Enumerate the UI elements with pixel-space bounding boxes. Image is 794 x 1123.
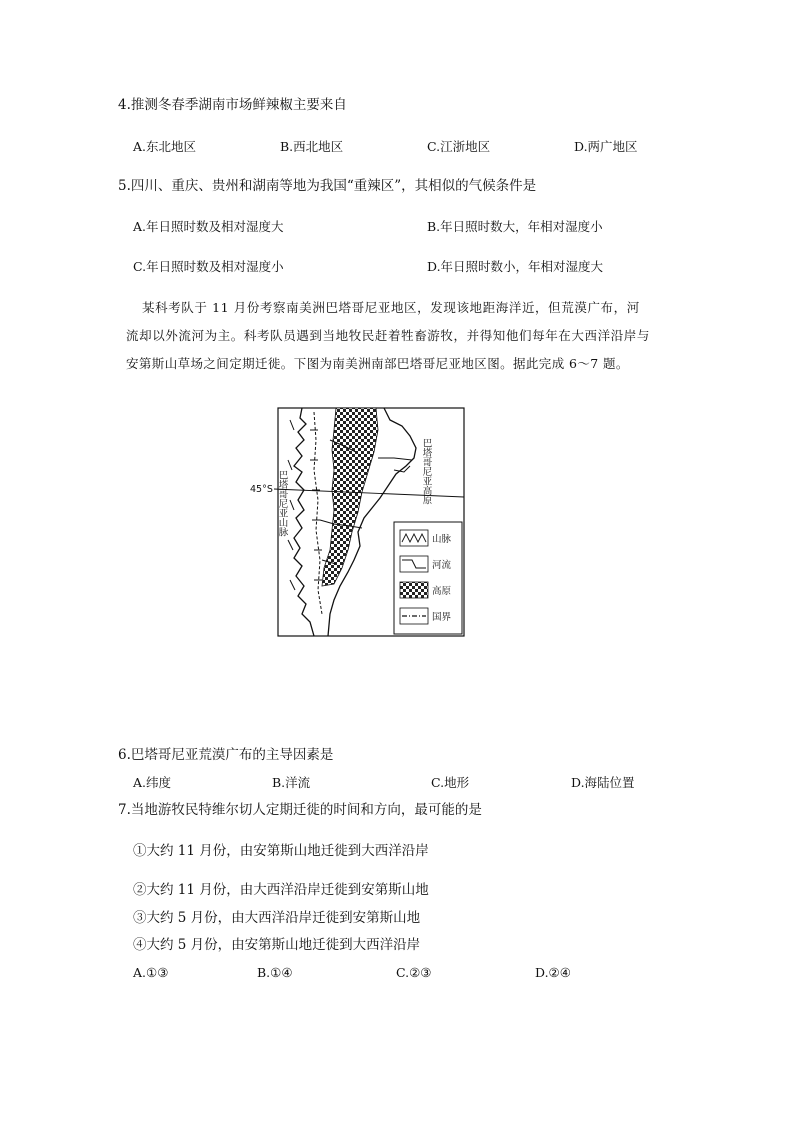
q7-item-4: ④大约 5 月份，由安第斯山地迁徙到大西洋沿岸 <box>133 937 421 953</box>
q4-option-b[interactable]: B.西北地区 <box>280 139 344 154</box>
map-svg <box>244 400 474 640</box>
q6-option-c[interactable]: C.地形 <box>431 775 470 790</box>
q7-option-b[interactable]: B.①④ <box>257 965 293 980</box>
q4-stem: 4.推测冬春季湖南市场鲜辣椒主要来自 <box>118 97 347 113</box>
q6-stem: 6.巴塔哥尼亚荒漠广布的主导因素是 <box>118 747 334 763</box>
q7-item-2: ②大约 11 月份，由大西洋沿岸迁徙到安第斯山地 <box>133 882 429 898</box>
q4-option-d[interactable]: D.两广地区 <box>574 139 638 154</box>
q7-option-a[interactable]: A.①③ <box>133 965 169 980</box>
legend-plateau-icon <box>400 582 428 598</box>
q7-stem: 7.当地游牧民特维尔切人定期迁徙的时间和方向，最可能的是 <box>118 802 482 818</box>
q6-option-b[interactable]: B.洋流 <box>272 775 311 790</box>
q7-item-3: ③大约 5 月份，由大西洋沿岸迁徙到安第斯山地 <box>133 910 421 926</box>
q7-option-d[interactable]: D.②④ <box>535 965 571 980</box>
legend-mountain: 山脉 <box>432 534 452 545</box>
q5-option-a[interactable]: A.年日照时数及相对湿度大 <box>133 219 284 234</box>
latitude-label: 45°S <box>250 484 273 495</box>
q6-option-a[interactable]: A.纬度 <box>133 775 172 790</box>
legend-river: 河流 <box>432 560 452 571</box>
q5-option-d[interactable]: D.年日照时数小，年相对湿度大 <box>427 259 604 274</box>
legend-plateau: 高原 <box>432 586 452 597</box>
map-legend <box>394 522 462 634</box>
q5-stem: 5.四川、重庆、贵州和湖南等地为我国“重辣区”，其相似的气候条件是 <box>118 178 537 194</box>
q7-item-1: ①大约 11 月份，由安第斯山地迁徙到大西洋沿岸 <box>133 843 429 859</box>
q4-option-a[interactable]: A.东北地区 <box>133 139 197 154</box>
passage-line-1: 某科考队于 11 月份考察南美洲巴塔哥尼亚地区，发现该地距海洋近，但荒漠广布，河 <box>142 300 640 315</box>
plateau-label: 巴塔哥尼亚高原 <box>420 438 432 505</box>
q5-option-b[interactable]: B.年日照时数大，年相对湿度小 <box>427 219 603 234</box>
q4-option-c[interactable]: C.江浙地区 <box>427 139 491 154</box>
q7-option-c[interactable]: C.②③ <box>396 965 432 980</box>
passage-line-2: 流却以外流河为主。科考队员遇到当地牧民赶着牲畜游牧，并得知他们每年在大西洋沿岸与 <box>126 328 651 343</box>
passage-line-3: 安第斯山草场之间定期迁徙。下图为南美洲南部巴塔哥尼亚地区图。据此完成 6～7 题。 <box>126 356 629 371</box>
legend-border: 国界 <box>432 612 452 623</box>
q6-option-d[interactable]: D.海陆位置 <box>571 775 635 790</box>
mountain-label: 巴塔哥尼亚山脉 <box>276 470 288 537</box>
q5-option-c[interactable]: C.年日照时数及相对湿度小 <box>133 259 284 274</box>
patagonia-map <box>244 400 474 640</box>
